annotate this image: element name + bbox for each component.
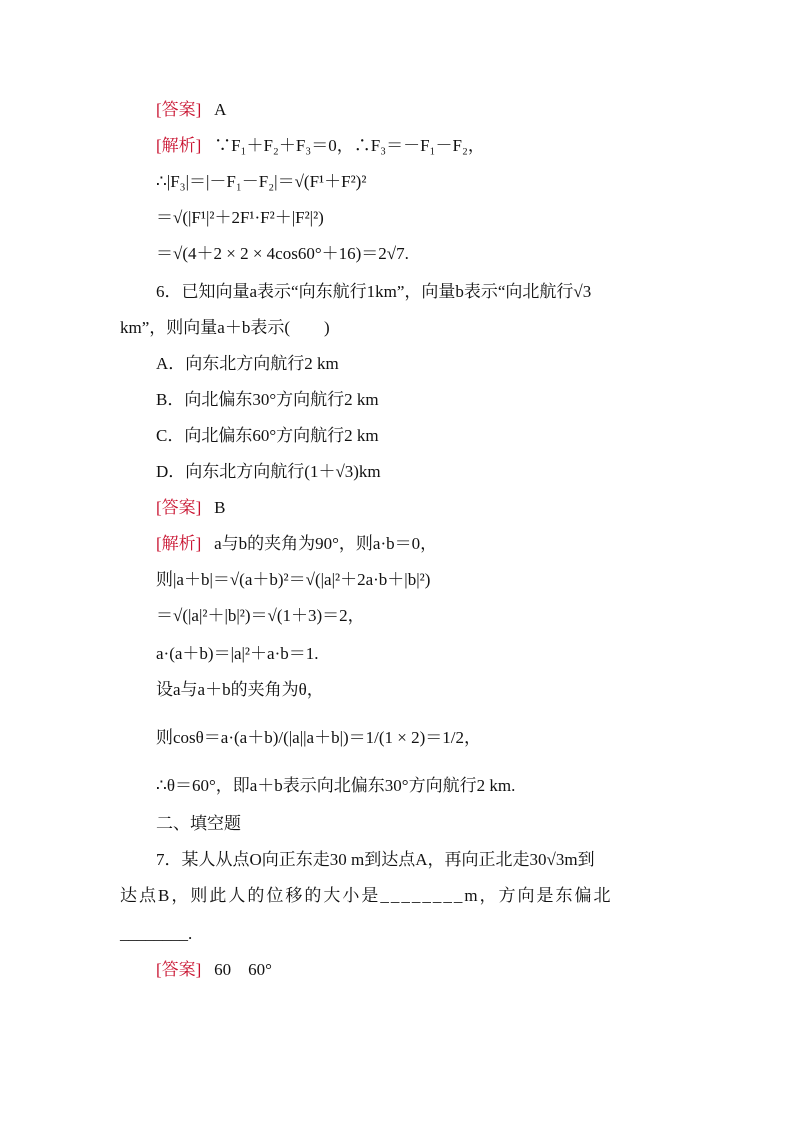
q5-step4: ＝√(4＋2 × 2 × 4cos60°＋16)＝2√7. [156, 244, 409, 263]
q5-step2: ∴|F₃|＝|－F₁－F₂|＝√(F¹＋F²)² [156, 172, 367, 191]
q6-stem-line1: 6．已知向量a表示“向东航行1km”，向量b表示“向北航行√3 [156, 282, 592, 301]
q7-stem-line3: ________. [120, 924, 193, 943]
q6-answer-line [156, 496, 225, 520]
q6-sol3: ＝√(|a|²＋|b|²)＝√(1＋3)＝2， [156, 606, 365, 625]
q6-sol4: a·(a＋b)＝|a|²＋a·b＝1. [156, 644, 319, 663]
q7-answer: 60 60° [214, 960, 272, 979]
q6-sol5: 设a与a＋b的夹角为θ， [156, 680, 324, 699]
q5-step1: ∵F₁＋F₂＋F₃＝0，∴F₃＝－F₁－F₂， [214, 136, 485, 155]
q6-sol7: ∴θ＝60°，即a＋b表示向北偏东30°方向航行2 km. [156, 776, 516, 795]
q5-step3: ＝√(|F¹|²＋2F¹·F²＋|F²|²) [156, 208, 324, 227]
q5-analysis-line1 [156, 134, 485, 158]
q7-stem-line1: 7．某人从点O向正东走30 m到达点A，再向正北走30√3m到 [156, 850, 595, 869]
q6-option-d: D．向东北方向航行(1＋√3)km [156, 462, 381, 481]
q7-answer-line [156, 958, 272, 982]
analysis-label: [解析] [156, 534, 202, 553]
q6-answer: B [214, 498, 226, 517]
q6-option-c: C．向北偏东60°方向航行2 km [156, 426, 379, 445]
q6-sol6: 则cosθ＝a·(a＋b)/(|a||a＋b|)＝1/(1 × 2)＝1/2， [156, 728, 481, 747]
analysis-label: [解析] [156, 136, 202, 155]
q6-stem-line2: km”，则向量a＋b表示( ) [120, 318, 330, 337]
answer-label: [答案] [156, 960, 202, 979]
q5-answer: A [214, 100, 227, 119]
q5-answer-line [156, 98, 226, 122]
q6-sol2: 则|a＋b|＝√(a＋b)²＝√(|a|²＋2a·b＋|b|²) [156, 570, 431, 589]
q7-stem-line2: 达点B，则此人的位移的大小是________m，方向是东偏北 [120, 886, 613, 905]
answer-label: [答案] [156, 100, 202, 119]
q6-option-b: B．向北偏东30°方向航行2 km [156, 390, 379, 409]
q6-sol1: a与b的夹角为90°，则a·b＝0， [214, 534, 438, 553]
q6-option-a: A．向东北方向航行2 km [156, 354, 339, 373]
section-title-fill-in: 二、填空题 [156, 814, 241, 833]
q6-analysis-line1 [156, 532, 437, 556]
answer-label: [答案] [156, 498, 202, 517]
